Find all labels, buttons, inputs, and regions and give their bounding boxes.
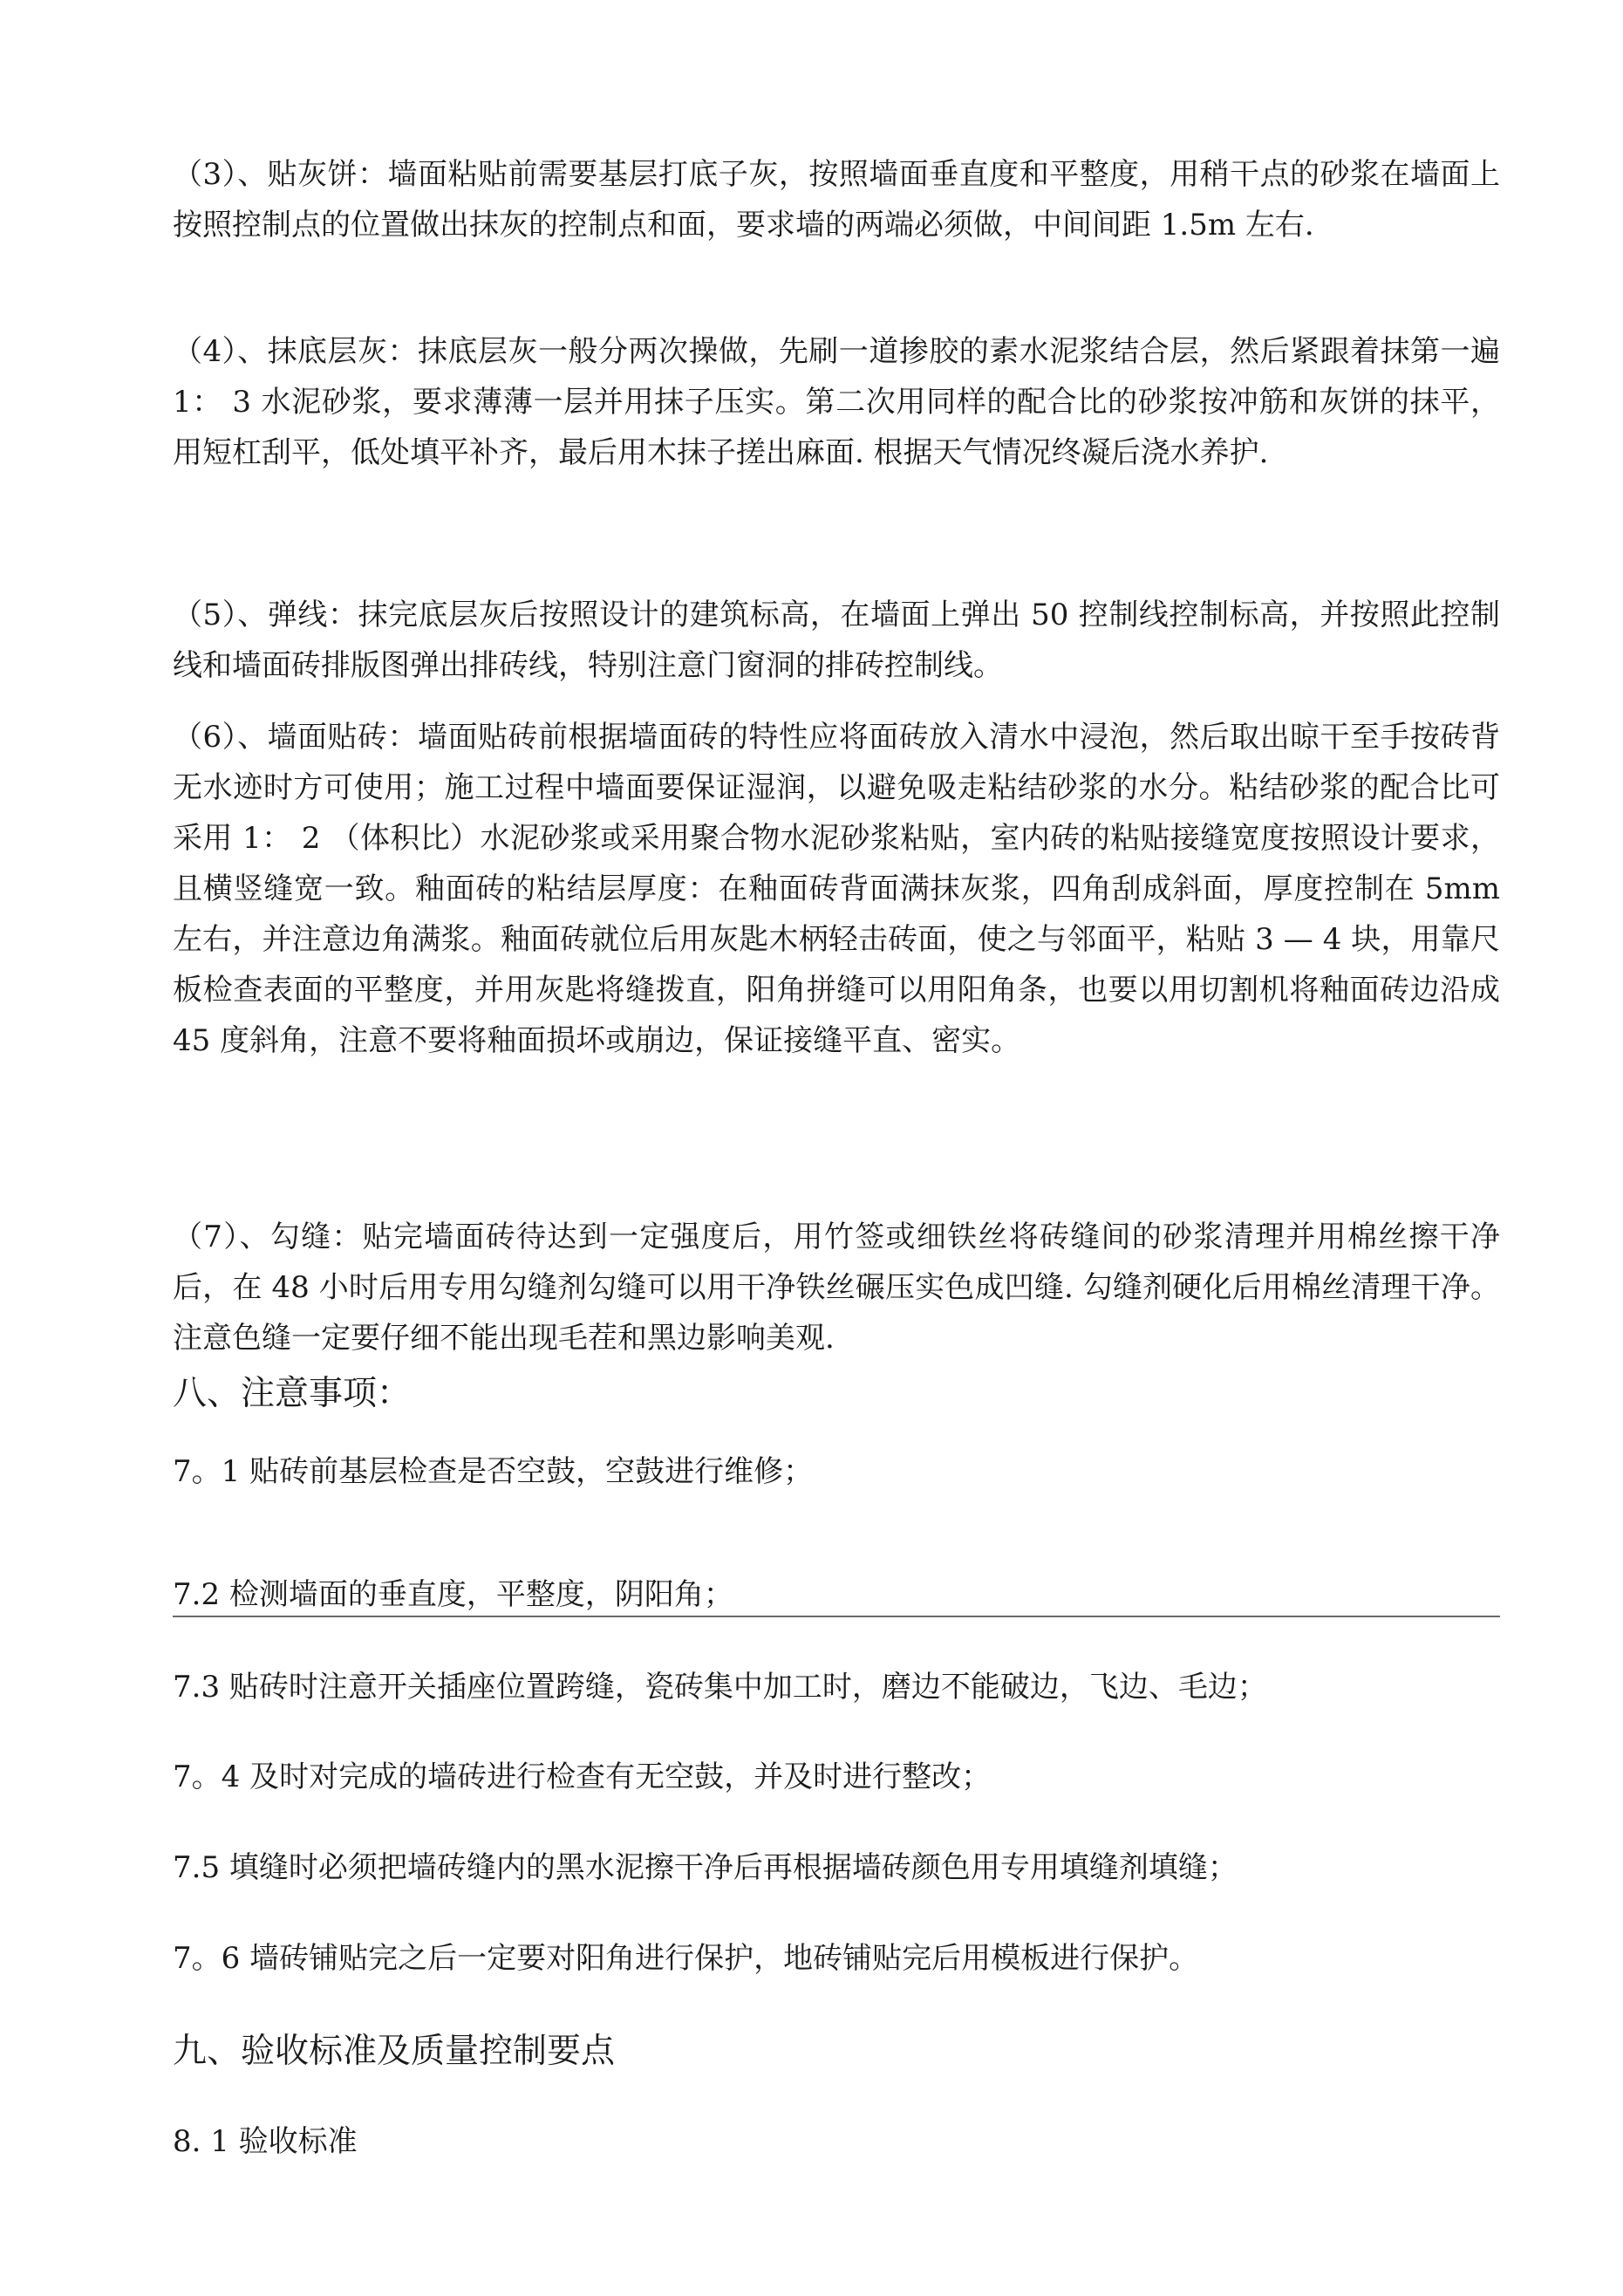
precaution-item: 7.2 检测墙面的垂直度，平整度，阴阳角； (173, 1577, 733, 1612)
precaution-item: 7。1 贴砖前基层检查是否空鼓，空鼓进行维修； (173, 1454, 814, 1489)
paragraph-step-7: （7）、勾缝：贴完墙面砖待达到一定强度后，用竹签或细铁丝将砖缝间的砂浆清理并用棉丝擦干净后，在 48 小时后用专用勾缝剂勾缝可以用干净铁丝碾压实色成凹缝. 勾缝剂硬化后用棉丝清理干净。注意色缝一定要仔细不能出现毛茬和黑边影响美观. (173, 1220, 1500, 1356)
paragraph-step-4: （4）、抹底层灰：抹底层灰一般分两次操做，先刷一道掺胶的素水泥浆结合层，然后紧跟着抹第一遍 1： 3 水泥砂浆，要求薄薄一层并用抹子压实。第二次用同样的配合比的砂浆按冲筋和灰饼的抹平，用短杠刮平，低处填平补齐，最后用木抹子搓出麻面. 根据天气情况终凝后浇水养护. (173, 334, 1500, 470)
divider-line (173, 1616, 1500, 1617)
precaution-item: 7.3 贴砖时注意开关插座位置跨缝，瓷砖集中加工时，磨边不能破边，飞边、毛边； (173, 1670, 1267, 1705)
paragraph-step-3: （3）、贴灰饼：墙面粘贴前需要基层打底子灰，按照墙面垂直度和平整度，用稍干点的砂浆在墙面上按照控制点的位置做出抹灰的控制点和面，要求墙的两端必须做，中间间距 1.5m 左右. (173, 157, 1500, 243)
section-heading-acceptance: 九、验收标准及质量控制要点 (173, 2032, 616, 2071)
precaution-item: 7。6 墙砖铺贴完之后一定要对阳角进行保护，地砖铺贴完后用模板进行保护。 (173, 1941, 1199, 1976)
precaution-item: 7。4 及时对完成的墙砖进行检查有无空鼓，并及时进行整改； (173, 1760, 992, 1794)
paragraph-step-6: （6）、墙面贴砖：墙面贴砖前根据墙面砖的特性应将面砖放入清水中浸泡，然后取出晾干至手按砖背无水迹时方可使用；施工过程中墙面要保证湿润，以避免吸走粘结砂浆的水分。粘结砂浆的配合比可采用 1： 2 （体积比）水泥砂浆或采用聚合物水泥砂浆粘贴，室内砖的粘贴接缝宽度按照设计要求，且横竖缝宽一致。釉面砖的粘结层厚度：在釉面砖背面满抹灰浆，四角刮成斜面，厚度控制在 5mm 左右，并注意边角满浆。釉面砖就位后用灰匙木柄轻击砖面，使之与邻面平，粘贴 3 — 4 块，用靠尺板检查表面的平整度，并用灰匙将缝拨直，阳角拼缝可以用阳角条，也要以用切割机将釉面砖边沿成 45 度斜角，注意不要将釉面损坏或崩边，保证接缝平直、密实。 (173, 720, 1500, 1058)
subsection-heading-acceptance-standard: 8. 1 验收标准 (173, 2124, 358, 2159)
paragraph-step-5: （5）、弹线：抹完底层灰后按照设计的建筑标高，在墙面上弹出 50 控制线控制标高，并按照此控制线和墙面砖排版图弹出排砖线，特别注意门窗洞的排砖控制线。 (173, 598, 1500, 683)
precaution-item: 7.5 填缝时必须把墙砖缝内的黑水泥擦干净后再根据墙砖颜色用专用填缝剂填缝； (173, 1850, 1238, 1885)
section-heading-precautions: 八、注意事项： (173, 1374, 412, 1413)
